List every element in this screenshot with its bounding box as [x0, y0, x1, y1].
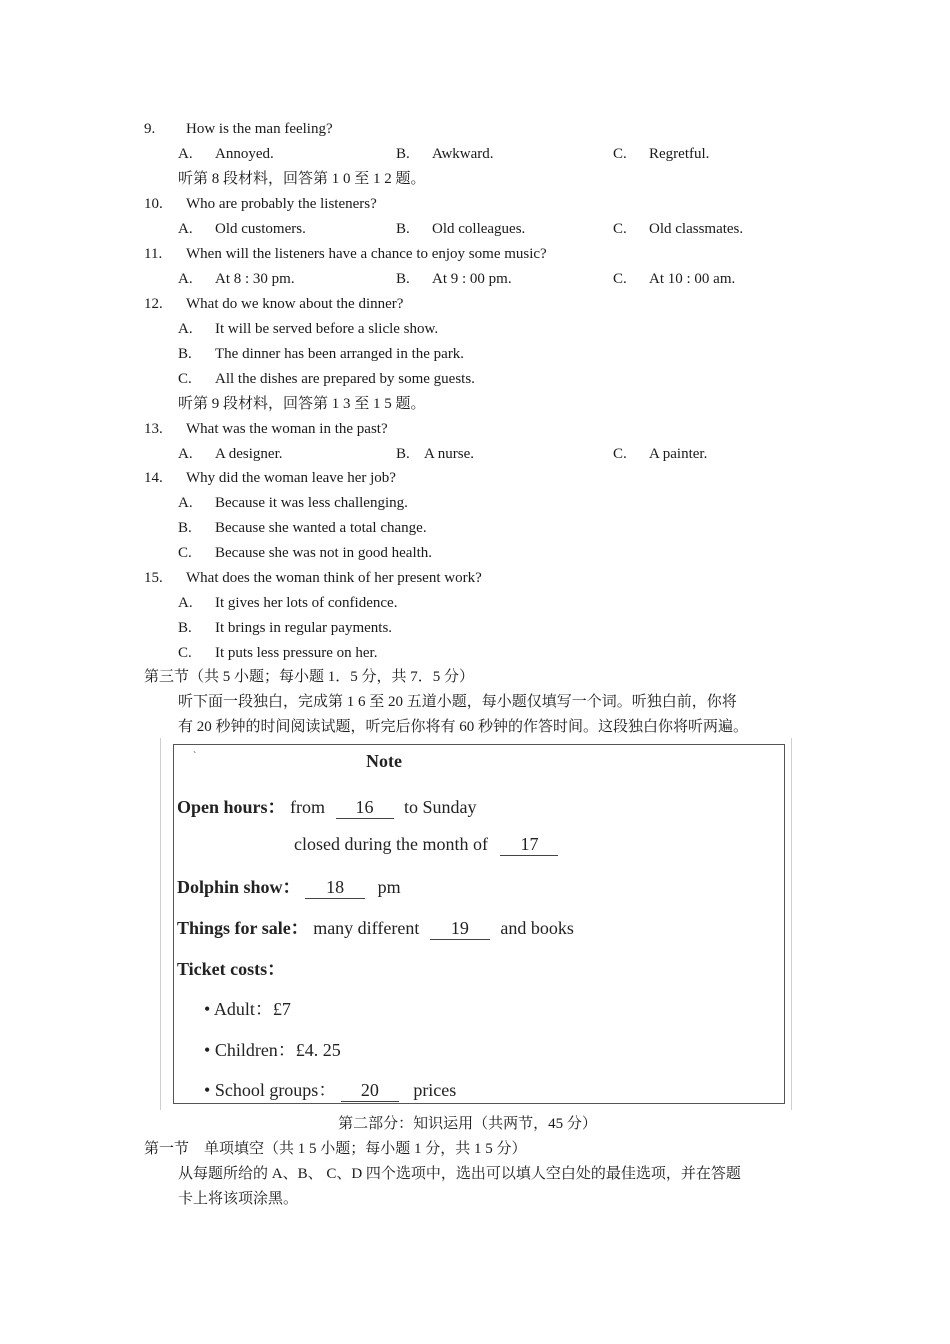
question-15-option-b [0, 616, 950, 641]
question-15-option-c [0, 641, 950, 666]
question-number: 12. [144, 296, 163, 312]
part-2-section-1-heading: 第一节 单项填空（共 1 5 小题；每小题 1 分，共 1 5 分） [144, 1141, 527, 1157]
question-14 [0, 466, 950, 491]
question-15-option-a [0, 591, 950, 616]
note-title: Note [366, 751, 402, 771]
option-letter: C. [613, 146, 627, 162]
ticket-school-label: School groups： [214, 1080, 337, 1100]
option-text: Because she wanted a total change. [215, 520, 427, 536]
question-11-options [0, 267, 950, 292]
blank-16: 16 [336, 796, 394, 819]
option-text: Annoyed. [215, 146, 274, 162]
question-number: 14. [144, 470, 163, 486]
option-text: Regretful. [649, 146, 710, 162]
option-text: A painter. [649, 446, 708, 462]
option-text: It puts less pressure on her. [215, 645, 378, 661]
question-9-options [0, 142, 950, 167]
option-text: It brings in regular payments. [215, 620, 393, 636]
option-letter: C. [178, 371, 192, 387]
option-letter: C. [613, 446, 627, 462]
question-12-option-c [0, 367, 950, 392]
instruction-8: 听第 8 段材料，回答第 1 0 至 1 2 题。 [178, 171, 426, 187]
ticket-adult: Adult：£7 [213, 999, 291, 1019]
option-text: Awkward. [432, 146, 494, 162]
option-text: A nurse. [424, 446, 474, 462]
open-hours-to: to Sunday [404, 797, 477, 817]
question-10 [0, 192, 950, 217]
section-3-instruction-line-1: 听下面一段独白，完成第 1 6 至 20 五道小题，每小题仅填写一个词。听独白前，你将 [178, 694, 737, 710]
things-for-sale-row [177, 914, 574, 940]
question-number: 13. [144, 421, 163, 437]
dolphin-show-unit: pm [377, 877, 401, 897]
question-11 [0, 242, 950, 267]
question-number: 15. [144, 570, 163, 586]
question-number: 10. [144, 196, 163, 212]
things-for-sale-text: many different [313, 918, 420, 938]
question-12-option-a [0, 317, 950, 342]
option-text: Old customers. [215, 221, 306, 237]
ticket-school-row [204, 1076, 456, 1102]
question-text: When will the listeners have a chance to enjoy some music? [186, 246, 547, 262]
option-letter: A. [178, 595, 193, 611]
part-2-instruction-line-1: 从每题所给的 A、B、 C、D 四个选项中，选出可以填人空白处的最佳选项，并在答题 [178, 1166, 741, 1182]
option-letter: B. [396, 221, 410, 237]
dolphin-show-label: Dolphin show： [177, 877, 301, 897]
blank-20: 20 [341, 1079, 399, 1102]
option-letter: B. [396, 446, 410, 462]
option-letter: C. [178, 545, 192, 561]
ticket-school-end: prices [413, 1080, 457, 1100]
section-3-instruction-line-2: 有 20 秒钟的时间阅读试题，听完后你将有 60 秒钟的作答时间。这段独白你将听两遍。 [178, 719, 749, 735]
question-text: What does the woman think of her present work? [186, 570, 482, 586]
instruction-9: 听第 9 段材料，回答第 1 3 至 1 5 题。 [178, 396, 426, 412]
option-letter: B. [178, 520, 192, 536]
option-letter: B. [396, 146, 410, 162]
bullet: • [204, 1040, 211, 1060]
question-text: Who are probably the listeners? [186, 196, 377, 212]
option-letter: B. [178, 346, 192, 362]
option-text: Because it was less challenging. [215, 495, 408, 511]
things-for-sale-label: Things for sale： [177, 918, 309, 938]
ticket-children: Children：£4. 25 [214, 1040, 341, 1060]
question-13-options [0, 442, 950, 467]
bullet: • [204, 1080, 211, 1100]
part-2-heading: 第二部分：知识运用（共两节，45 分） [338, 1116, 597, 1132]
option-text: At 10 : 00 am. [649, 271, 736, 287]
option-text: At 9 : 00 pm. [432, 271, 512, 287]
option-text: It will be served before a slicle show. [215, 321, 439, 337]
option-letter: A. [178, 271, 193, 287]
question-15 [0, 566, 950, 591]
closed-row [294, 833, 558, 856]
option-letter: B. [396, 271, 410, 287]
option-text: It gives her lots of confidence. [215, 595, 398, 611]
question-13 [0, 417, 950, 442]
option-letter: B. [178, 620, 192, 636]
closed-text: closed during the month of [294, 834, 488, 854]
open-hours-row [177, 793, 477, 819]
blank-18: 18 [305, 876, 365, 899]
dolphin-show-row [177, 873, 401, 899]
speck: ˋ [193, 751, 197, 762]
question-number: 11. [144, 246, 163, 262]
bullet: • [204, 999, 211, 1019]
option-text: The dinner has been arranged in the park. [215, 346, 465, 362]
question-number: 9. [144, 121, 156, 137]
question-12-option-b [0, 342, 950, 367]
blank-19: 19 [430, 917, 490, 940]
question-12 [0, 292, 950, 317]
things-for-sale-end: and books [500, 918, 574, 938]
question-text: What do we know about the dinner? [186, 296, 404, 312]
option-letter: A. [178, 321, 193, 337]
question-text: How is the man feeling? [186, 121, 333, 137]
section-3-heading: 第三节（共 5 小题；每小题 1．5 分，共 7．5 分） [144, 669, 475, 685]
open-hours-label: Open hours： [177, 797, 286, 817]
option-letter: C. [613, 271, 627, 287]
blank-17: 17 [500, 833, 558, 856]
option-text: Because she was not in good health. [215, 545, 433, 561]
option-text: All the dishes are prepared by some guests. [215, 371, 475, 387]
option-letter: C. [178, 645, 192, 661]
option-letter: A. [178, 146, 193, 162]
option-letter: C. [613, 221, 627, 237]
option-letter: A. [178, 446, 193, 462]
option-text: Old classmates. [649, 221, 744, 237]
ticket-adult-row [204, 995, 291, 1021]
question-14-option-c [0, 541, 950, 566]
open-hours-from: from [290, 797, 326, 817]
option-text: A designer. [215, 446, 283, 462]
option-text: At 8 : 30 pm. [215, 271, 295, 287]
option-text: Old colleagues. [432, 221, 526, 237]
ticket-costs-label: Ticket costs： [177, 959, 286, 979]
question-9 [0, 117, 950, 142]
question-14-option-a [0, 491, 950, 516]
note-box [173, 744, 785, 1104]
option-letter: A. [178, 495, 193, 511]
question-10-options [0, 217, 950, 242]
question-text: What was the woman in the past? [186, 421, 388, 437]
question-14-option-b [0, 516, 950, 541]
question-text: Why did the woman leave her job? [186, 470, 396, 486]
option-letter: A. [178, 221, 193, 237]
part-2-instruction-line-2: 卡上将该项涂黑。 [178, 1191, 299, 1207]
ticket-children-row [204, 1036, 341, 1062]
